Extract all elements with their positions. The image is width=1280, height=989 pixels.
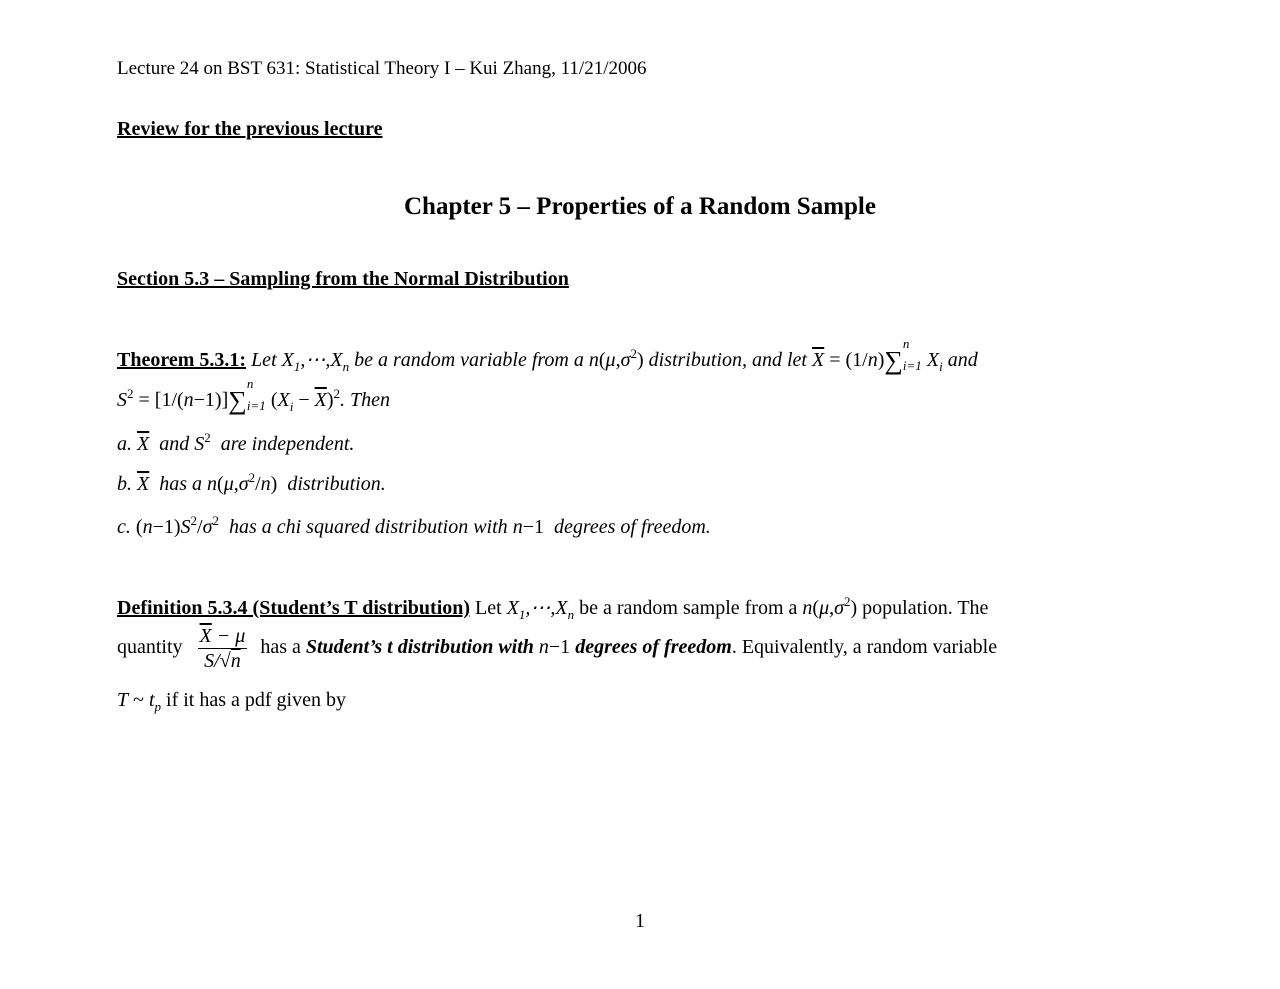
student-t-fraction: $\frac{\overline{X} - \mu}{S/√n}$ (199, 625, 246, 672)
section-heading: Section 5.3 – Sampling from the Normal Distribution (117, 268, 569, 290)
definition-line-2: quantity $\frac{\overline{X} - \mu}{S/√n}$ has a Student’s t distribution with n−1 degrees of freedom. Equivalently, a random variable (117, 625, 998, 672)
page-number: 1 (635, 910, 645, 932)
chapter-title: Chapter 5 – Properties of a Random Sample (404, 193, 876, 220)
theorem-line-2: $S^2 = [1/(n-1)]\sum$ n i=1 $(X_i - \overline{X})^2$. Then (117, 376, 390, 415)
definition-line-3: T ~ $t_p$ if it has a pdf given by (117, 689, 346, 714)
theorem-line-1: Theorem 5.3.1: Let $X_1,\cdots,X_n$ be a random variable from a $n(\mu,\sigma^2)$ distribution, and let $\overline{X} = (1/n)\sum$ n i=1 $X_i$ and (117, 336, 978, 375)
definition-line-1: Definition 5.3.4 (Student’s T distribution) Let $X_1,\cdots,X_n$ be a random sample from a $n(\mu,\sigma^2)$ population. The (117, 594, 989, 622)
theorem-part-b: b. $\overline{X}$ has a $n(\mu,\sigma^2/n)$ distribution. (117, 470, 386, 495)
theorem-part-c: c. $(n-1)S^2/\sigma^2$ has a chi squared distribution with n−1 degrees of freedom. (117, 513, 711, 538)
definition-label: Definition 5.3.4 (Student’s T distribution) (117, 597, 471, 619)
theorem-label: Theorem 5.3.1: (117, 349, 247, 371)
review-heading: Review for the previous lecture (117, 118, 383, 140)
theorem-part-a: a. $\overline{X}$ and $S^2$ are independent. (117, 430, 355, 455)
page-header: Lecture 24 on BST 631: Statistical Theory I – Kui Zhang, 11/21/2006 (117, 58, 647, 79)
